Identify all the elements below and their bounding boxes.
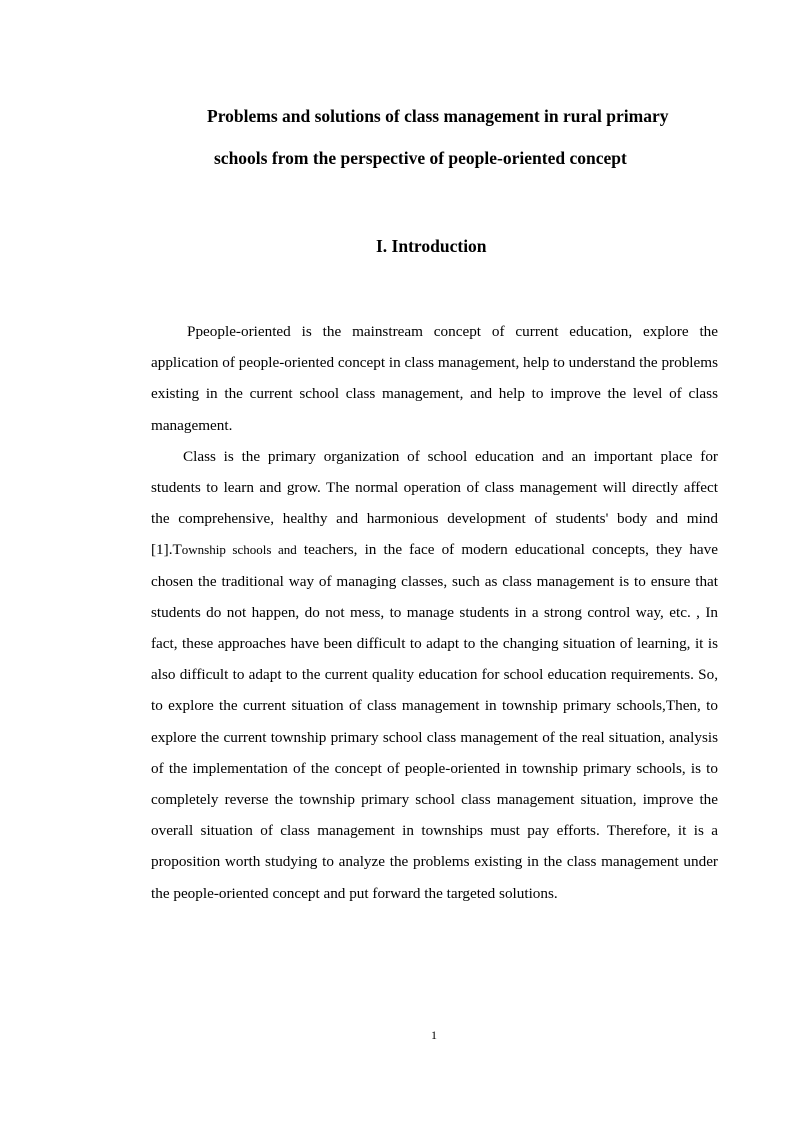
body-text	[151, 316, 718, 909]
paragraph-1: Ppeople-oriented is the mainstream concept of current education, explore the application of people-oriented concept in class management, help to understand the problems existing in the current school class management, and help to improve the level of class management.	[151, 323, 718, 434]
page-number: 1	[431, 1028, 437, 1042]
paragraph-2-part-1: Class is the primary organization of school education and an important place for students to learn and grow. The normal operation of class management will directly affect the comprehensive, healthy and harmonious development of students' body and mind [1].T	[151, 447, 718, 559]
section-heading: I. Introduction	[376, 236, 487, 256]
paragraph-2-small-text: ownship schools and	[181, 542, 297, 558]
paragraph-2	[151, 441, 718, 909]
title-line-2: schools from the perspective of people-oriented concept	[214, 148, 627, 168]
paragraph-2-part-2: teachers, in the face of modern educational concepts, they have chosen the traditional way of managing classes, such as class management is to ensure that students do not happen, do not mess, to manage students in a strong control way, etc. , In fact, these approaches have been difficult to adapt to the changing situation of learning, it is also difficult to adapt to the current quality education for school education requirements. So, to explore the current situation of class management in township primary schools,Then, to explore the current township primary school class management of the real situation, analysis of the implementation of the concept of people-oriented in township primary schools, is to completely reverse the township primary school class management situation, improve the overall situation of class management in townships must pay efforts. Therefore, it is a proposition worth studying to analyze the problems existing in the class management under the people-oriented concept and put forward the targeted solutions.	[151, 541, 718, 902]
title-line-1: Problems and solutions of class management in rural primary	[207, 106, 669, 126]
